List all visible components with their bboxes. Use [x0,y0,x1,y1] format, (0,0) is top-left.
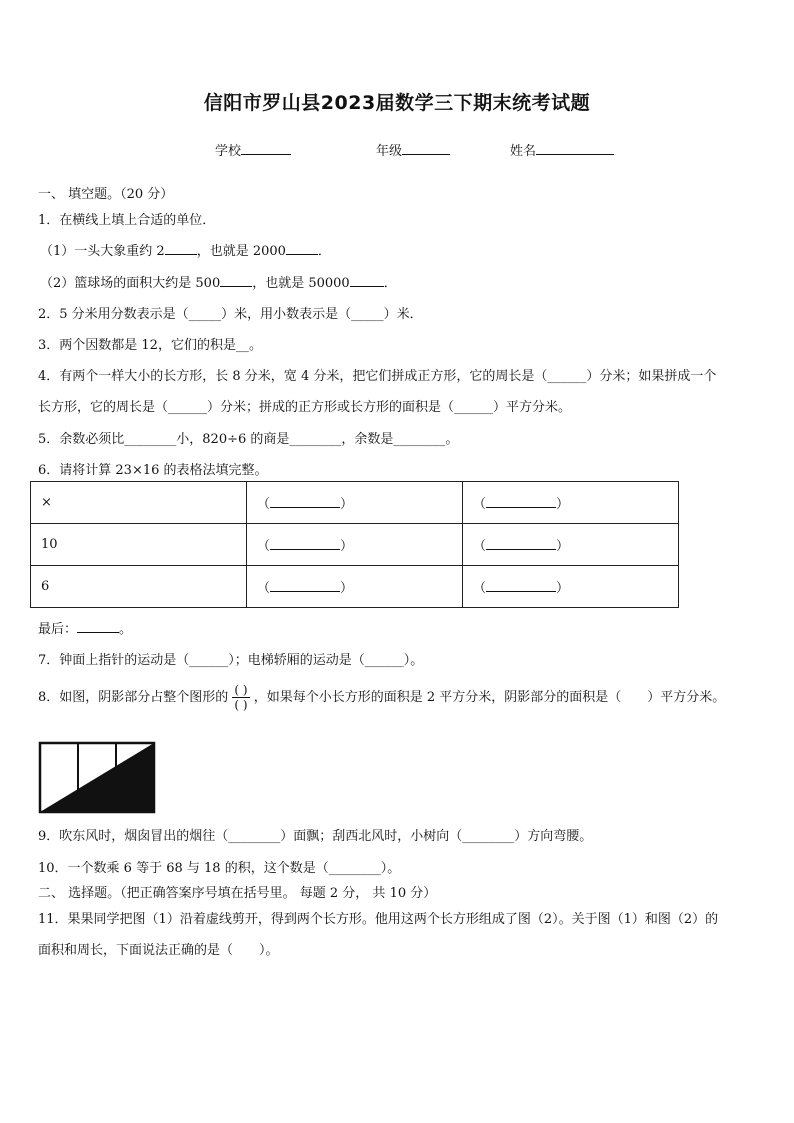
final-label: 最后： [38,622,78,637]
question-5: 5．余数必须比________小，820÷6 的商是________，余数是________。 [38,432,459,447]
question-1-part-2 [40,272,397,291]
table-cell-header: × [31,482,247,524]
table-cell[interactable]: （ ） [463,524,679,566]
multiplication-table [30,481,679,608]
question-3: 3．两个因数都是 12，它们的积是__。 [38,338,262,353]
q8-text-a: 8．如图，阴影部分占整个图形的 [38,690,229,705]
grade-label: 年级 [376,144,403,159]
q1-part1-blank-1[interactable] [165,242,197,255]
question-9: 9．吹东风时，烟囱冒出的烟往（________）面飘；刮西北风时，小树向（________）方向弯腰。 [38,829,593,844]
fraction-blank[interactable] [232,683,249,712]
q1-part1-text-b: ，也就是 2000 [196,244,286,259]
q1-part1-text-a: （1）一头大象重约 2 [40,244,165,259]
table-row [31,566,679,608]
table-cell[interactable]: （ ） [247,566,463,608]
table-cell-header: 6 [31,566,247,608]
q8-text-b: ，如果每个小长方形的面积是 2 平方分米，阴影部分的面积是（ ）平方分米。 [253,690,726,705]
question-11-line-1: 11．果果同学把图（1）沿着虚线剪开，得到两个长方形。他用这两个长方形组成了图（2）。关于图（1）和图（2）的 [38,912,719,927]
name-blank[interactable] [536,142,614,155]
grade-blank[interactable] [402,142,450,155]
section-2-heading: 二、 选择题。（把正确答案序号填在括号里。 每题 2 分， 共 10 分） [38,886,437,901]
question-6: 6．请将计算 23×16 的表格法填完整。 [38,463,268,478]
q1-part2-text-a: （2）篮球场的面积大约是 500 [40,276,221,291]
final-end: 。 [119,622,133,637]
table-cell[interactable]: （ ） [247,482,463,524]
question-1: 1．在横线上填上合适的单位． [38,213,216,228]
fraction-numerator: ( ) [234,683,248,697]
q1-part1-blank-2[interactable] [286,242,318,255]
final-blank[interactable] [77,620,119,633]
q1-part2-text-c: ． [383,276,397,291]
question-4-line-2: 长方形，它的周长是（______）分米；拼成的正方形或长方形的面积是（______）平方分米。 [38,400,572,415]
shaded-rectangle-figure [38,741,156,814]
question-8 [38,683,725,712]
q1-part2-blank-1[interactable] [220,274,252,287]
school-label: 学校 [215,144,242,159]
table-cell-header: 10 [31,524,247,566]
table-cell[interactable]: （ ） [463,566,679,608]
question-11-line-2: 面积和周长，下面说法正确的是（ ）。 [38,943,279,958]
q1-part1-text-c: ． [317,244,331,259]
q1-part2-blank-2[interactable] [350,274,384,287]
question-10: 10．一个数乘 6 等于 68 与 18 的积，这个数是（________）。 [38,861,401,876]
question-6-final [38,618,132,637]
name-field [510,140,614,159]
question-2: 2．5 分米用分数表示是（_____）米，用小数表示是（_____）米． [38,307,423,322]
school-field [215,140,291,159]
question-1-part-1 [40,240,331,259]
fraction-denominator: ( ) [234,698,248,712]
table-cell[interactable]: （ ） [463,482,679,524]
page-title: 信阳市罗山县2023届数学三下期末统考试题 [203,92,591,114]
question-7: 7．钟面上指针的运动是（______）；电梯轿厢的运动是（______）。 [38,653,424,668]
grade-field [376,140,450,159]
q1-part2-text-b: ，也就是 50000 [252,276,350,291]
name-label: 姓名 [510,144,537,159]
table-row [31,524,679,566]
school-blank[interactable] [241,142,291,155]
section-1-heading: 一、 填空题。（20 分） [38,187,174,202]
question-4-line-1: 4．有两个一样大小的长方形，长 8 分米，宽 4 分米，把它们拼成正方形，它的周长是（______）分米；如果拼成一个 [38,369,717,384]
table-cell[interactable]: （ ） [247,524,463,566]
table-row [31,482,679,524]
